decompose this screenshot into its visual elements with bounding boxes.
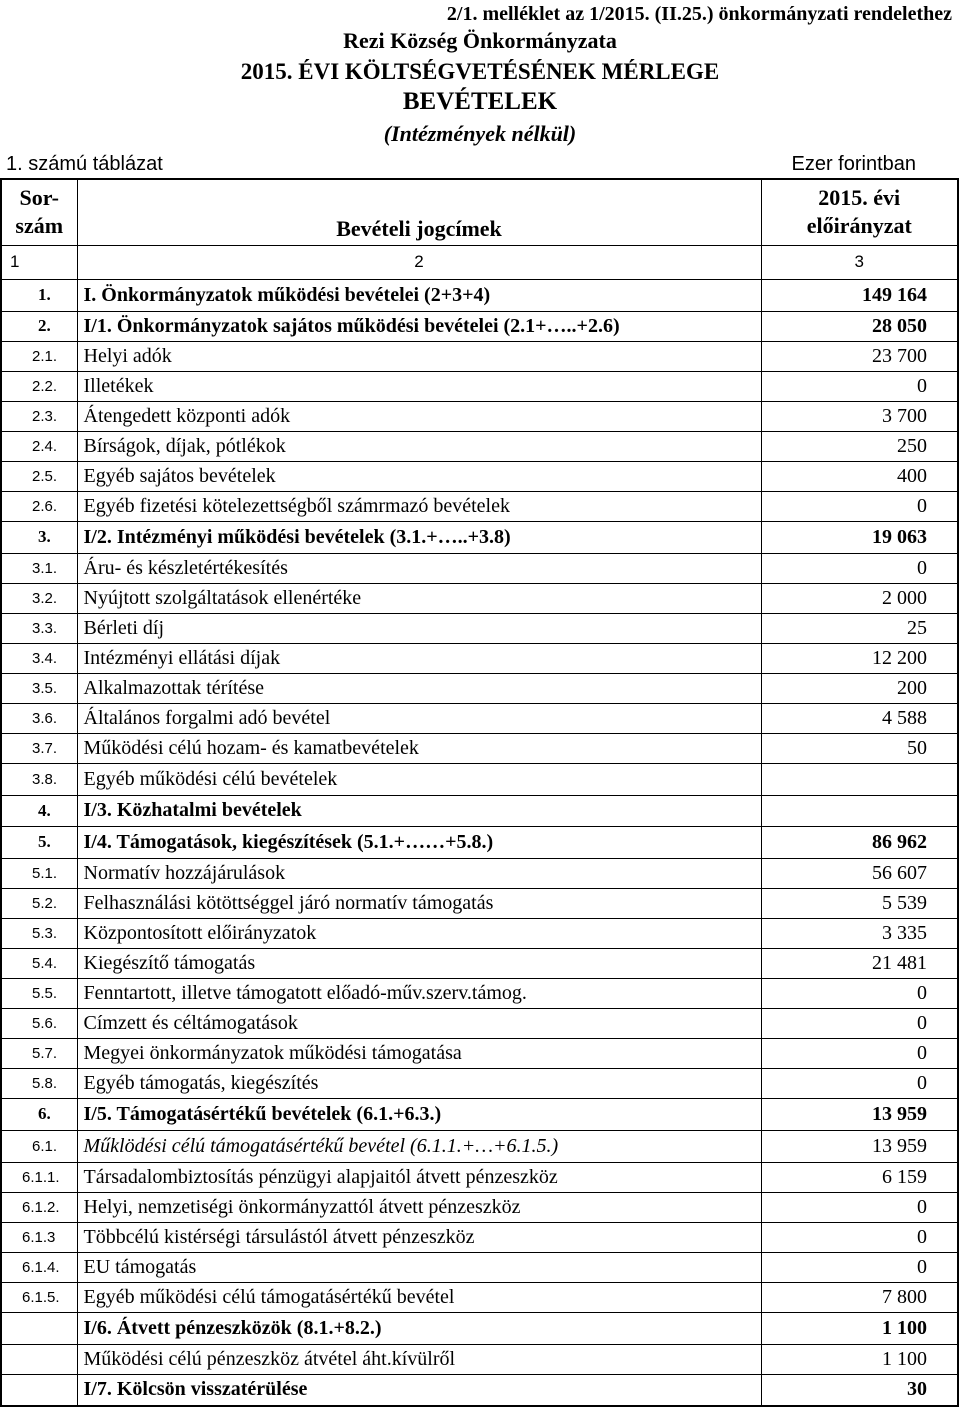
row-name-cell: Helyi adók: [77, 341, 761, 371]
row-number-cell: 5.1.: [1, 858, 77, 888]
table-row: [1, 948, 958, 978]
row-name-cell: Helyi, nemzetiségi önkormányzattól átvett pénzeszköz: [77, 1192, 761, 1222]
table-row: [1, 583, 958, 613]
row-name-cell: Egyéb sajátos bevételek: [77, 461, 761, 491]
column-index-row: [1, 245, 958, 279]
table-row: [1, 521, 958, 553]
row-value-cell: 0: [761, 978, 958, 1008]
row-value-cell: 13 959: [761, 1098, 958, 1130]
row-value-cell: 6 159: [761, 1162, 958, 1192]
row-number-cell: [1, 1312, 77, 1344]
table-row: [1, 888, 958, 918]
table-row: [1, 795, 958, 826]
table-row: [1, 461, 958, 491]
row-number-cell: 2.2.: [1, 371, 77, 401]
document-title: 2015. ÉVI KÖLTSÉGVETÉSÉNEK MÉRLEGE: [240, 59, 720, 84]
row-value-cell: 0: [761, 1252, 958, 1282]
row-name-cell: Bérleti díj: [77, 613, 761, 643]
row-name-cell: Egyéb fizetési kötelezettségből számrmazó bevételek: [77, 491, 761, 521]
row-number-cell: 5.5.: [1, 978, 77, 1008]
row-value-cell: 50: [761, 733, 958, 763]
row-number-cell: [1, 1374, 77, 1406]
table-row: [1, 1282, 958, 1312]
row-number-cell: 3.2.: [1, 583, 77, 613]
row-value-cell: 200: [761, 673, 958, 703]
row-name-cell: I. Önkormányzatok működési bevételei (2+3+4): [77, 279, 761, 311]
row-number-cell: 2.5.: [1, 461, 77, 491]
row-name-cell: I/6. Átvett pénzeszközök (8.1.+8.2.): [77, 1312, 761, 1344]
table-row: [1, 1068, 958, 1098]
row-value-cell: 25: [761, 613, 958, 643]
header-value-line-1: 2015. évi: [818, 185, 901, 211]
row-value-cell: 13 959: [761, 1130, 958, 1162]
row-name-cell: I/4. Támogatások, kiegészítések (5.1.+……+5.8.): [77, 826, 761, 858]
row-value-cell: 3 335: [761, 918, 958, 948]
row-number-cell: 4.: [1, 795, 77, 826]
row-number-cell: 6.1.2.: [1, 1192, 77, 1222]
table-row: [1, 311, 958, 341]
row-name-cell: Normatív hozzájárulások: [77, 858, 761, 888]
table-row: [1, 341, 958, 371]
row-number-cell: 3.6.: [1, 703, 77, 733]
row-number-cell: 3.3.: [1, 613, 77, 643]
row-name-cell: Egyéb támogatás, kiegészítés: [77, 1068, 761, 1098]
row-value-cell: 0: [761, 1008, 958, 1038]
table-row: [1, 431, 958, 461]
table-row: [1, 1374, 958, 1406]
table-row: [1, 1130, 958, 1162]
row-name-cell: Illetékek: [77, 371, 761, 401]
row-value-cell: 4 588: [761, 703, 958, 733]
unit-label: Ezer forintban: [791, 153, 916, 175]
row-number-cell: 2.1.: [1, 341, 77, 371]
row-name-cell: Nyújtott szolgáltatások ellenértéke: [77, 583, 761, 613]
row-value-cell: 0: [761, 1038, 958, 1068]
row-number-cell: 6.1.: [1, 1130, 77, 1162]
row-value-cell: 19 063: [761, 521, 958, 553]
row-value-cell: 7 800: [761, 1282, 958, 1312]
row-name-cell: EU támogatás: [77, 1252, 761, 1282]
table-row: [1, 918, 958, 948]
row-value-cell: 0: [761, 1192, 958, 1222]
row-name-cell: Működési célú pénzeszköz átvétel áht.kívülről: [77, 1344, 761, 1374]
table-row: [1, 613, 958, 643]
row-name-cell: Átengedett központi adók: [77, 401, 761, 431]
row-number-cell: 6.1.3: [1, 1222, 77, 1252]
table-row: [1, 763, 958, 795]
row-number-cell: 5.3.: [1, 918, 77, 948]
row-name-cell: I/3. Közhatalmi bevételek: [77, 795, 761, 826]
row-value-cell: 0: [761, 491, 958, 521]
row-value-cell: 21 481: [761, 948, 958, 978]
row-value-cell: 12 200: [761, 643, 958, 673]
row-value-cell: 1 100: [761, 1312, 958, 1344]
row-value-cell: 23 700: [761, 341, 958, 371]
table-number: 1. számú táblázat: [6, 153, 163, 175]
row-number-cell: 6.1.1.: [1, 1162, 77, 1192]
column-index-1: 1: [1, 245, 77, 279]
table-row: [1, 1162, 958, 1192]
row-number-cell: 5.7.: [1, 1038, 77, 1068]
row-name-cell: Társadalombiztosítás pénzügyi alapjaitól átvett pénzeszköz: [77, 1162, 761, 1192]
row-number-cell: 1.: [1, 279, 77, 311]
row-number-cell: 6.: [1, 1098, 77, 1130]
row-value-cell: 0: [761, 371, 958, 401]
row-name-cell: Egyéb működési célú bevételek: [77, 763, 761, 795]
row-name-cell: Központosított előirányzatok: [77, 918, 761, 948]
row-number-cell: 5.8.: [1, 1068, 77, 1098]
annex-reference: 2/1. melléklet az 1/2015. (II.25.) önkormányzati rendelethez: [446, 3, 952, 25]
table-row: [1, 1222, 958, 1252]
row-number-cell: 3.: [1, 521, 77, 553]
row-name-cell: I/1. Önkormányzatok sajátos működési bevételei (2.1+…..+2.6): [77, 311, 761, 341]
row-value-cell: 400: [761, 461, 958, 491]
row-number-cell: 6.1.5.: [1, 1282, 77, 1312]
row-value-cell: 86 962: [761, 826, 958, 858]
row-number-cell: 3.7.: [1, 733, 77, 763]
row-number-cell: 5.6.: [1, 1008, 77, 1038]
row-value-cell: [761, 795, 958, 826]
row-number-cell: 5.2.: [1, 888, 77, 918]
organization-name: Rezi Község Önkormányzata: [343, 28, 617, 53]
row-name-cell: I/7. Kölcsön visszatérülése: [77, 1374, 761, 1406]
row-name-cell: Egyéb működési célú támogatásértékű bevétel: [77, 1282, 761, 1312]
row-number-cell: 2.6.: [1, 491, 77, 521]
column-index-3: 3: [761, 245, 958, 279]
row-value-cell: 2 000: [761, 583, 958, 613]
column-index-2: 2: [77, 245, 761, 279]
document-subtitle: BEVÉTELEK: [402, 88, 558, 115]
table-row: [1, 1038, 958, 1068]
row-name-cell: Kiegészítő támogatás: [77, 948, 761, 978]
table-row: [1, 1312, 958, 1344]
table-row: [1, 553, 958, 583]
row-value-cell: 3 700: [761, 401, 958, 431]
row-number-cell: 3.4.: [1, 643, 77, 673]
row-name-cell: Működési célú hozam- és kamatbevételek: [77, 733, 761, 763]
table-row: [1, 491, 958, 521]
row-value-cell: 30: [761, 1374, 958, 1406]
table-row: [1, 858, 958, 888]
row-name-cell: Megyei önkormányzatok működési támogatása: [77, 1038, 761, 1068]
row-number-cell: 6.1.4.: [1, 1252, 77, 1282]
table-row: [1, 371, 958, 401]
table-row: [1, 401, 958, 431]
header-number-line-2: szám: [15, 213, 64, 239]
row-value-cell: 0: [761, 553, 958, 583]
header-value-line-2: előirányzat: [806, 213, 912, 239]
row-name-cell: Műklödési célú támogatásértékű bevétel (6.1.1.+…+6.1.5.): [77, 1130, 761, 1162]
row-name-cell: I/5. Támogatásértékű bevételek (6.1.+6.3.): [77, 1098, 761, 1130]
row-value-cell: [761, 763, 958, 795]
row-name-cell: Fenntartott, illetve támogatott előadó-műv.szerv.támog.: [77, 978, 761, 1008]
table-row: [1, 826, 958, 858]
table-row: [1, 1098, 958, 1130]
budget-table: [0, 178, 959, 1407]
row-number-cell: 2.4.: [1, 431, 77, 461]
row-number-cell: 2.3.: [1, 401, 77, 431]
header-cell-number: [1, 179, 77, 245]
row-number-cell: 3.1.: [1, 553, 77, 583]
table-header-row: [1, 179, 958, 245]
row-name-cell: Intézményi ellátási díjak: [77, 643, 761, 673]
row-value-cell: 149 164: [761, 279, 958, 311]
row-value-cell: 56 607: [761, 858, 958, 888]
row-name-cell: Címzett és céltámogatások: [77, 1008, 761, 1038]
row-name-cell: Felhasználási kötöttséggel járó normatív támogatás: [77, 888, 761, 918]
row-value-cell: 0: [761, 1068, 958, 1098]
table-row: [1, 673, 958, 703]
row-name-cell: Alkalmazottak térítése: [77, 673, 761, 703]
table-row: [1, 1008, 958, 1038]
table-row: [1, 733, 958, 763]
table-row: [1, 978, 958, 1008]
document-note: (Intézmények nélkül): [383, 121, 577, 146]
row-name-cell: I/2. Intézményi működési bevételek (3.1.+…..+3.8): [77, 521, 761, 553]
header-cell-value: [761, 179, 958, 245]
header-cell-name: Bevételi jogcímek: [77, 179, 761, 245]
row-number-cell: 5.: [1, 826, 77, 858]
row-value-cell: 5 539: [761, 888, 958, 918]
row-number-cell: 5.4.: [1, 948, 77, 978]
table-row: [1, 1252, 958, 1282]
table-row: [1, 643, 958, 673]
row-value-cell: 1 100: [761, 1344, 958, 1374]
row-name-cell: Bírságok, díjak, pótlékok: [77, 431, 761, 461]
table-row: [1, 279, 958, 311]
row-name-cell: Áru- és készletértékesítés: [77, 553, 761, 583]
row-number-cell: 3.5.: [1, 673, 77, 703]
row-value-cell: 250: [761, 431, 958, 461]
table-row: [1, 1192, 958, 1222]
row-number-cell: 2.: [1, 311, 77, 341]
table-row: [1, 703, 958, 733]
row-name-cell: Általános forgalmi adó bevétel: [77, 703, 761, 733]
row-number-cell: [1, 1344, 77, 1374]
row-number-cell: 3.8.: [1, 763, 77, 795]
table-row: [1, 1344, 958, 1374]
row-name-cell: Többcélú kistérségi társulástól átvett pénzeszköz: [77, 1222, 761, 1252]
header-number-line-1: Sor-: [19, 185, 59, 211]
row-value-cell: 0: [761, 1222, 958, 1252]
row-value-cell: 28 050: [761, 311, 958, 341]
